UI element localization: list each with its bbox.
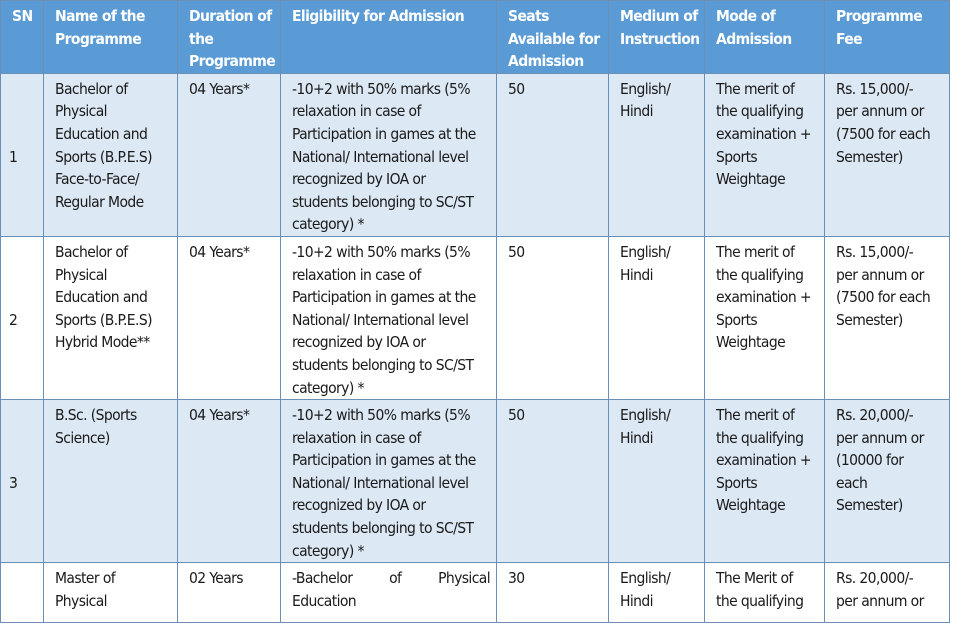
- table-header-row: [1, 1, 950, 74]
- cell-sn: 1: [1, 73, 44, 236]
- cell-fee: Rs. 20,000/- per annum or: [825, 563, 950, 623]
- table-row: [1, 563, 950, 623]
- cell-mode: The merit of the qualifying examination + Sports Weightage: [705, 400, 825, 563]
- table-row: [1, 400, 950, 563]
- cell-fee: Rs. 20,000/- per annum or (10000 for each Semester): [825, 400, 950, 563]
- header-seats: Seats Available for Admission: [497, 1, 609, 74]
- cell-fee: Rs. 15,000/- per annum or (7500 for each Semester): [825, 236, 950, 399]
- cell-duration: 02 Years: [178, 563, 281, 623]
- cell-fee: Rs. 15,000/- per annum or (7500 for each Semester): [825, 73, 950, 236]
- header-sn: SN: [1, 1, 44, 74]
- cell-eligibility: -10+2 with 50% marks (5% relaxation in case of Participation in games at the National/ International level recognized by IOA or students belonging to SC/ST category) *: [281, 73, 497, 236]
- cell-mode: The merit of the qualifying examination + Sports Weightage: [705, 236, 825, 399]
- table-row: [1, 236, 950, 399]
- header-mode: Mode of Admission: [705, 1, 825, 74]
- table-row: [1, 73, 950, 236]
- header-duration: Duration of the Programme: [178, 1, 281, 74]
- cell-duration: 04 Years*: [178, 400, 281, 563]
- cell-medium: English/ Hindi: [609, 563, 705, 623]
- cell-medium: English/ Hindi: [609, 400, 705, 563]
- cell-eligibility: -10+2 with 50% marks (5% relaxation in case of Participation in games at the National/ International level recognized by IOA or students belonging to SC/ST category) *: [281, 236, 497, 399]
- cell-programme-name: Master of Physical: [44, 563, 178, 623]
- cell-medium: English/ Hindi: [609, 73, 705, 236]
- cell-eligibility: -10+2 with 50% marks (5% relaxation in case of Participation in games at the National/ International level recognized by IOA or students belonging to SC/ST category) *: [281, 400, 497, 563]
- cell-duration: 04 Years*: [178, 73, 281, 236]
- cell-programme-name: Bachelor of Physical Education and Sports (B.P.E.S) Face-to-Face/ Regular Mode: [44, 73, 178, 236]
- cell-seats: 50: [497, 400, 609, 563]
- cell-seats: 50: [497, 236, 609, 399]
- cell-sn: 3: [1, 400, 44, 563]
- header-programme-name: Name of the Programme: [44, 1, 178, 74]
- cell-eligibility: -Bachelor of Physical Education: [281, 563, 497, 623]
- cell-seats: 30: [497, 563, 609, 623]
- cell-programme-name: B.Sc. (Sports Science): [44, 400, 178, 563]
- cell-sn: 2: [1, 236, 44, 399]
- cell-sn: [1, 563, 44, 623]
- cell-mode: The merit of the qualifying examination + Sports Weightage: [705, 73, 825, 236]
- header-eligibility: Eligibility for Admission: [281, 1, 497, 74]
- header-medium: Medium of Instruction: [609, 1, 705, 74]
- cell-programme-name: Bachelor of Physical Education and Sports (B.P.E.S) Hybrid Mode**: [44, 236, 178, 399]
- header-fee: Programme Fee: [825, 1, 950, 74]
- cell-duration: 04 Years*: [178, 236, 281, 399]
- cell-mode: The Merit of the qualifying: [705, 563, 825, 623]
- cell-seats: 50: [497, 73, 609, 236]
- cell-medium: English/ Hindi: [609, 236, 705, 399]
